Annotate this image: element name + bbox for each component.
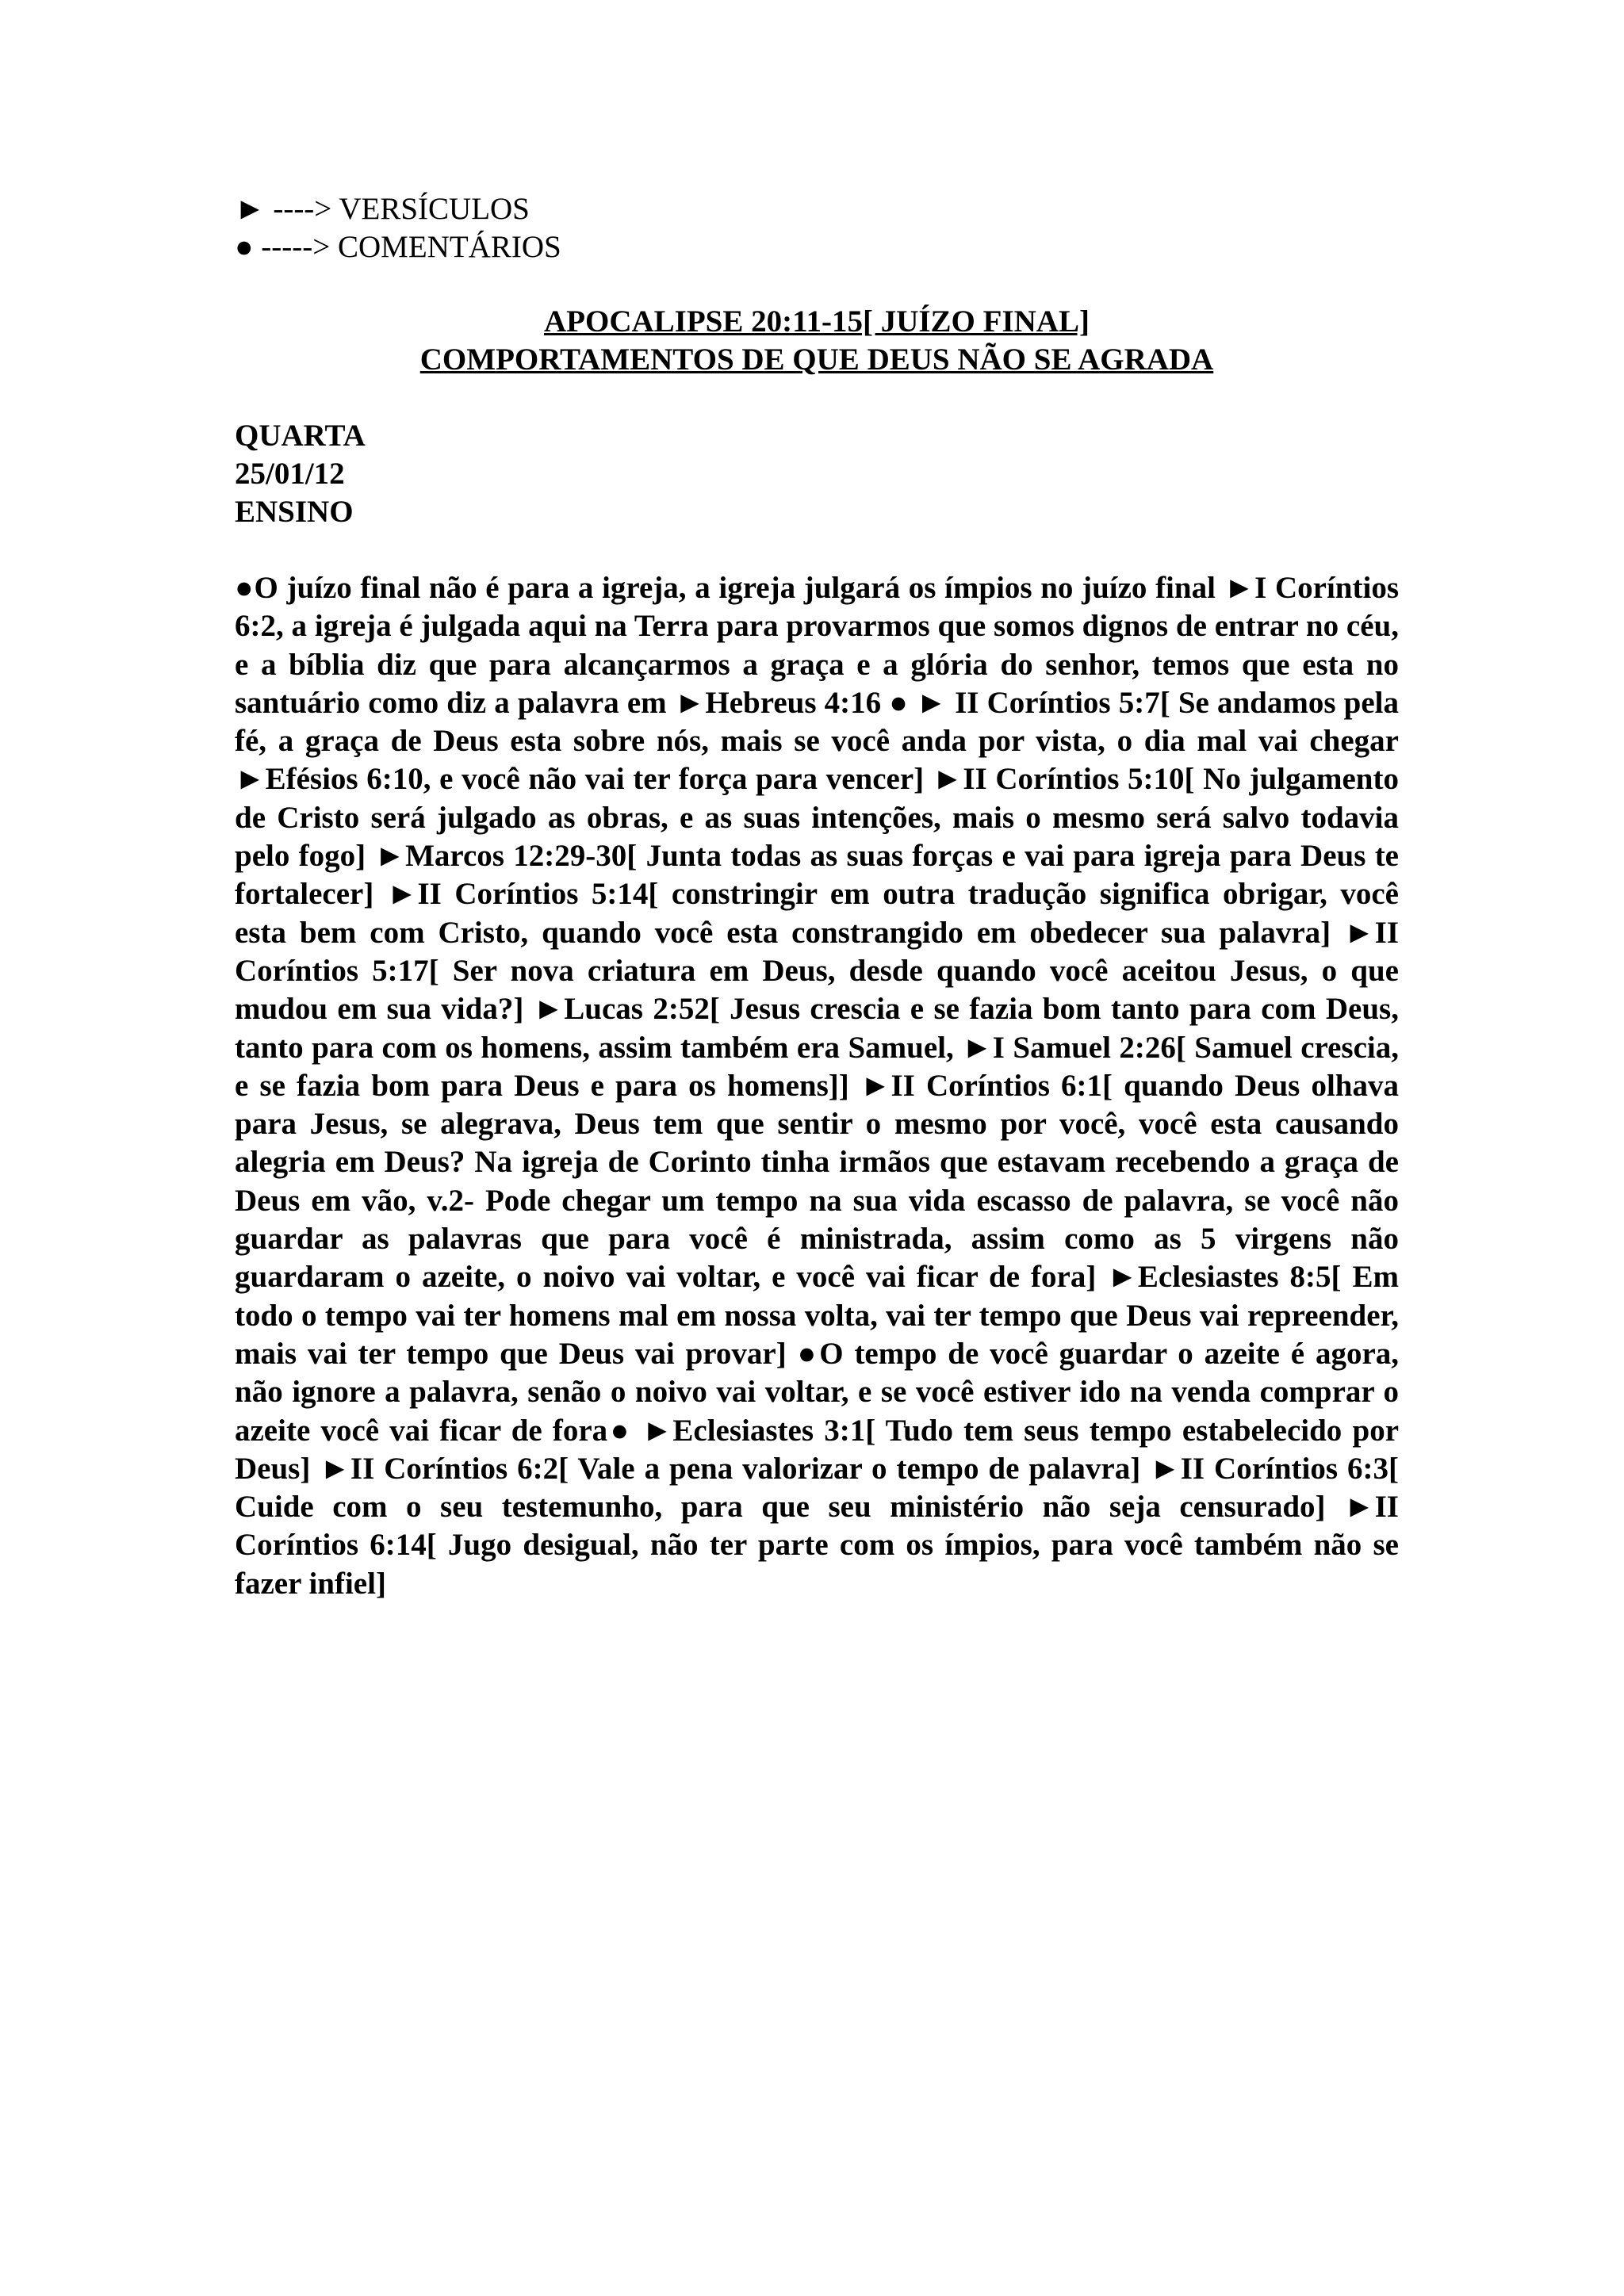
meta-day: QUARTA	[235, 419, 366, 453]
body-paragraph: ●O juízo final não é para a igreja, a igreja julgará os ímpios no juízo final ►I Coríntios 6:2, a igreja é julgada aqui na Terra para provarmos que somos dignos de entrar no céu, e a bíblia diz que para alcançarmos a graça e a glória do senhor, temos que esta no santuário como diz a palavra em ►Hebreus 4:16 ● ► II Coríntios 5:7[ Se andamos pela fé, a graça de Deus esta sobre nós, mais se você anda por vista, o dia mal vai chegar ►Efésios 6:10, e você não vai ter força para vencer] ►II Coríntios 5:10[ No julgamento de Cristo será julgado as obras, e as suas intenções, mais o mesmo será salvo todavia pelo fogo] ►Marcos 12:29-30[ Junta todas as suas forças e vai para igreja para Deus te fortalecer] ►II Coríntios 5:14[ constringir em outra tradução significa obrigar, você esta bem com Cristo, quando você esta constrangido em obedecer sua palavra] ►II Coríntios 5:17[ Ser nova criatura em Deus, desde quando você aceitou Jesus, o que mudou em sua vida?] ►Lucas 2:52[ Jesus crescia e se fazia bom tanto para com Deus, tanto para com os homens, assim também era Samuel, ►I Samuel 2:26[ Samuel crescia, e se fazia bom para Deus e para os homens]] ►II Coríntios 6:1[ quando Deus olhava para Jesus, se alegrava, Deus tem que sentir o mesmo por você, você esta causando alegria em Deus? Na igreja de Corinto tinha irmãos que estavam recebendo a graça de Deus em vão, v.2- Pode chegar um tempo na sua vida escasso de palavra, se você não guardar as palavras que para você é ministrada, assim como as 5 virgens não guardaram o azeite, o noivo vai voltar, e você vai ficar de fora] ►Eclesiastes 8:5[ Em todo o tempo vai ter homens mal em nossa volta, vai ter tempo que Deus vai repreender, mais vai ter tempo que Deus vai provar] ●O tempo de você guardar o azeite é agora, não ignore a palavra, senão o noivo vai voltar, e se você estiver ido na venda comprar o azeite você vai ficar de fora● ►Eclesiastes 3:1[ Tudo tem seus tempo estabelecido por Deus] ►II Coríntios 6:2[ Vale a pena valorizar o tempo de palavra] ►II Coríntios 6:3[ Cuide com o seu testemunho, para que seu ministério não seja censurado] ►II Coríntios 6:14[ Jugo desigual, não ter parte com os ímpios, para você também não se fazer infiel]	[235, 571, 1399, 1601]
legend-versiculos: ► ----> VERSÍCULOS	[235, 192, 530, 226]
legend	[235, 190, 1399, 266]
meta-info	[235, 417, 1399, 531]
meta-type: ENSINO	[235, 495, 354, 529]
title-line-1: APOCALIPSE 20:11-15[ JUÍZO FINAL]	[544, 304, 1090, 339]
title-line-2: COMPORTAMENTOS DE QUE DEUS NÃO SE AGRADA	[419, 342, 1214, 377]
legend-comentarios: ● -----> COMENTÁRIOS	[235, 230, 561, 264]
document-page	[235, 190, 1399, 1603]
document-title	[235, 303, 1399, 379]
meta-date: 25/01/12	[235, 457, 345, 491]
